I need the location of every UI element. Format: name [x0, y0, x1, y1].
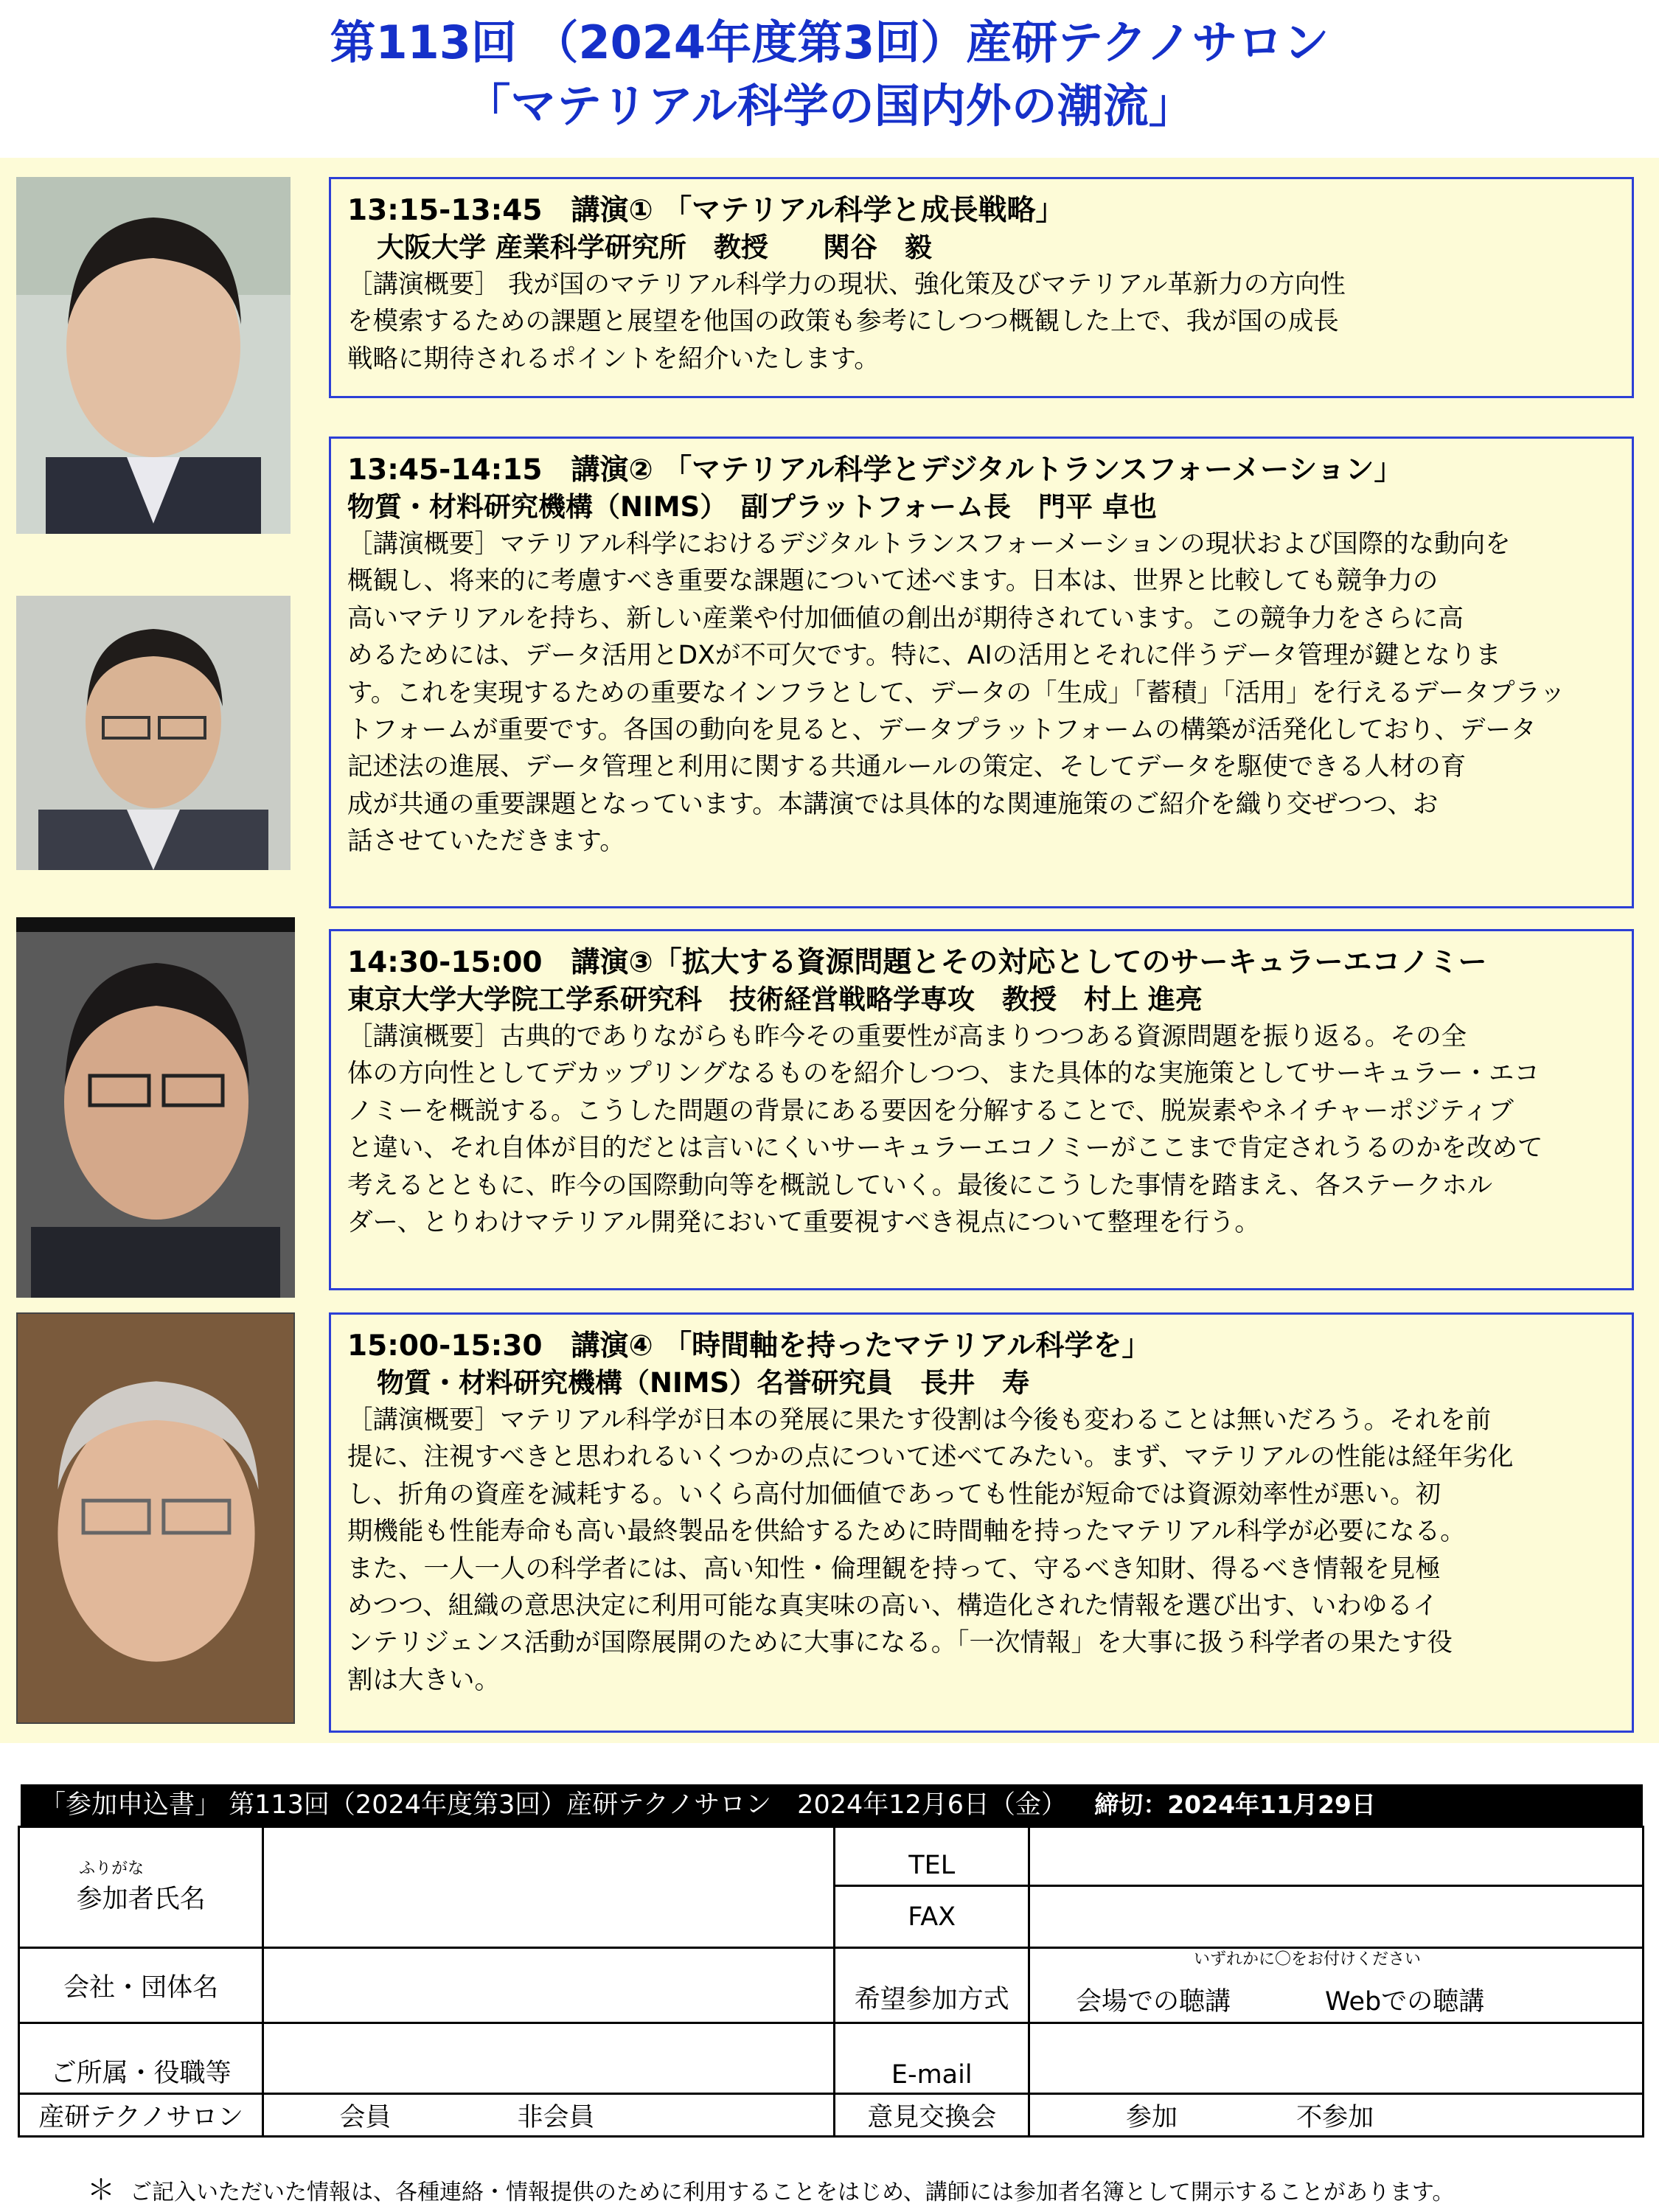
- abstract-line: ［講演概要］マテリアル科学におけるデジタルトランスフォーメーションの現状および国際的な動向を: [347, 529, 1511, 559]
- talk-3-heading: 14:30-15:00 講演③「拡大する資源問題とその対応としてのサーキュラーエコノミー: [347, 946, 1487, 979]
- member-option[interactable]: 会員: [339, 2102, 392, 2132]
- registration-form: [18, 1826, 1644, 2138]
- abstract-line: 概観し、将来的に考慮すべき重要な課題について述べます。日本は、世界と比較しても競争力の: [347, 566, 1439, 597]
- fax-field[interactable]: [1029, 1886, 1643, 1948]
- speaker-photo-nagai: [16, 1312, 295, 1724]
- method-label: 希望参加方式: [835, 1948, 1029, 2023]
- nonmember-option[interactable]: 非会員: [517, 2102, 595, 2132]
- talk-3-box: [329, 929, 1634, 1290]
- abstract-line: 記述法の進展、データ管理と利用に関する共通ルールの策定、そしてデータを駆使できる人材の育: [347, 752, 1467, 782]
- salon-label: 産研テクノサロン: [19, 2094, 263, 2137]
- abstract-line: 体の方向性としてデカップリングなるものを紹介しつつ、また具体的な実施策としてサーキュラー・エコ: [347, 1059, 1540, 1089]
- talk-2-abstract: [347, 526, 1615, 860]
- abstract-line: 割は大きい。: [347, 1665, 500, 1695]
- method-cell: [1029, 1948, 1643, 2023]
- privacy-note: [87, 2175, 1454, 2208]
- company-label: 会社・団体名: [19, 1948, 263, 2023]
- abstract-line: トフォームが重要です。各国の動向を見ると、データプラットフォームの構築が活発化しており、データ: [347, 715, 1537, 745]
- talk-4-abstract: [347, 1402, 1615, 1699]
- abstract-line: めるためには、データ活用とDXが不可欠です。特に、AIの活用とそれに伴うデータ管理が鍵となりま: [347, 641, 1501, 671]
- abstract-line: 成が共通の重要課題となっています。本講演では具体的な関連施策のご紹介を織り交ぜつつ、お: [347, 789, 1439, 819]
- name-label-cell: [19, 1827, 263, 1948]
- tel-field[interactable]: [1029, 1827, 1643, 1886]
- abstract-line: ンテリジェンス活動が国際展開のために大事になる。「一次情報」を大事に扱う科学者の果たす役: [347, 1628, 1453, 1658]
- abstract-line: めつつ、組織の意思決定に利用可能な真実味の高い、構造化された情報を選び出す、いわゆるイ: [347, 1591, 1439, 1621]
- abstract-line: し、折角の資産を減耗する。いくら高付加価値であっても性能が短命では資源効率性が悪い。初: [347, 1479, 1441, 1509]
- name-field[interactable]: [263, 1827, 835, 1948]
- method-hint: いずれかに〇をお付けください: [1193, 1950, 1421, 1969]
- abstract-line: す。これを実現するための重要なインフラとして、データの「生成」「蓄積」「活用」を行えるデータプラッ: [347, 678, 1565, 708]
- abstract-line: ［講演概要］古典的でありながらも昨今その重要性が高まりつつある資源問題を振り返る。その全: [347, 1022, 1467, 1051]
- asterisk-icon: ＊: [87, 2174, 116, 2206]
- method-web-option[interactable]: Webでの聴講: [1324, 1987, 1485, 2017]
- talk-2-box: [329, 437, 1634, 908]
- talk-3-abstract: [347, 1018, 1615, 1241]
- talk-2-heading: 13:45-14:15 講演② 「マテリアル科学とデジタルトランスフォーメーション」: [347, 453, 1403, 487]
- exchange-label: 意見交換会: [835, 2094, 1029, 2137]
- abstract-line: を模索するための課題と展望を他国の政策も参考にしつつ概観した上で、我が国の成長: [347, 307, 1339, 337]
- abstract-line: ダー、とりわけマテリアル開発において重要視すべき視点について整理を行う。: [347, 1208, 1260, 1238]
- abstract-line: 話させていただきます。: [347, 827, 625, 857]
- method-venue-option[interactable]: 会場での聴講: [1075, 1987, 1231, 2017]
- abstract-line: 期機能も性能寿命も高い最終製品を供給するために時間軸を持ったマテリアル科学が必要になる。: [347, 1517, 1466, 1547]
- abstract-line: 高いマテリアルを持ち、新しい産業や付加価値の創出が期待されています。この競争力をさらに高: [347, 603, 1464, 633]
- talk-4-box: [329, 1312, 1634, 1733]
- speaker-photo-murakami: [16, 917, 295, 1298]
- talk-3-speaker: 東京大学大学院工学系研究科 技術経営戦略学専攻 教授 村上 進亮: [347, 984, 1203, 1015]
- talk-4-heading: 15:00-15:30 講演④ 「時間軸を持ったマテリアル科学を」: [347, 1329, 1151, 1363]
- talk-1-abstract: [347, 266, 1615, 378]
- speaker-photo-sekiya: [16, 177, 291, 534]
- name-label: 参加者氏名: [76, 1884, 206, 1914]
- abstract-line: と違い、それ自体が目的だとは言いにくいサーキュラーエコノミーがここまで肯定されうるのかを改めて: [347, 1133, 1543, 1164]
- abstract-line: ［講演概要］マテリアル科学が日本の発展に果たす役割は今後も変わることは無いだろう。それを前: [347, 1405, 1492, 1435]
- furigana-label: ふりがな: [79, 1859, 145, 1878]
- page-title: 第113回 （2024年度第3回）産研テクノサロン: [330, 15, 1329, 69]
- form-title: 「参加申込書」 第113回（2024年度第3回）産研テクノサロン 2024年12月6日（金）: [40, 1790, 1068, 1820]
- speaker-photo-kadohira: [16, 596, 291, 870]
- email-label: E-mail: [835, 2023, 1029, 2094]
- abstract-line: ［講演概要］ 我が国のマテリアル科学力の現状、強化策及びマテリアル革新力の方向性: [347, 270, 1346, 299]
- privacy-note-text: ご記入いただいた情報は、各種連絡・情報提供のために利用することをはじめ、講師には参加者名簿として開示することがあります。: [130, 2180, 1455, 2205]
- talk-2-speaker: 物質・材料研究機構（NIMS） 副プラットフォーム長 門平 卓也: [347, 491, 1157, 523]
- talk-1-speaker: 大阪大学 産業科学研究所 教授 関谷 毅: [377, 232, 932, 263]
- talk-1-box: [329, 177, 1634, 398]
- abstract-line: 戦略に期待されるポイントを紹介いたします。: [347, 344, 880, 374]
- tel-label: TEL: [835, 1827, 1029, 1886]
- talk-4-speaker: 物質・材料研究機構（NIMS）名誉研究員 長井 寿: [377, 1367, 1030, 1399]
- absent-option[interactable]: 不参加: [1296, 2102, 1374, 2132]
- attend-option[interactable]: 参加: [1125, 2102, 1178, 2132]
- form-deadline: 締切：2024年11月29日: [1094, 1790, 1376, 1819]
- exchange-cell: [1029, 2094, 1643, 2137]
- abstract-line: 提に、注視すべきと思われるいくつかの点について述べてみたい。まず、マテリアルの性能は経年劣化: [347, 1442, 1514, 1472]
- email-field[interactable]: [1029, 2023, 1643, 2094]
- form-title-bar: [21, 1784, 1643, 1826]
- company-field[interactable]: [263, 1948, 835, 2023]
- abstract-line: ノミーを概説する。こうした問題の背景にある要因を分解することで、脱炭素やネイチャーポジティブ: [347, 1096, 1514, 1126]
- abstract-line: また、一人一人の科学者には、高い知性・倫理観を持って、守るべき知財、得るべき情報を見極: [347, 1554, 1441, 1584]
- page-subtitle: 「マテリアル科学の国内外の潮流」: [465, 79, 1194, 133]
- dept-label: ご所属・役職等: [19, 2023, 263, 2094]
- fax-label: FAX: [835, 1886, 1029, 1948]
- salon-membership-cell: [263, 2094, 835, 2137]
- abstract-line: 考えるとともに、昨今の国際動向等を概説していく。最後にこうした事情を踏まえ、各ステークホル: [347, 1170, 1493, 1200]
- dept-field[interactable]: [263, 2023, 835, 2094]
- talk-1-heading: 13:15-13:45 講演① 「マテリアル科学と成長戦略」: [347, 194, 1065, 227]
